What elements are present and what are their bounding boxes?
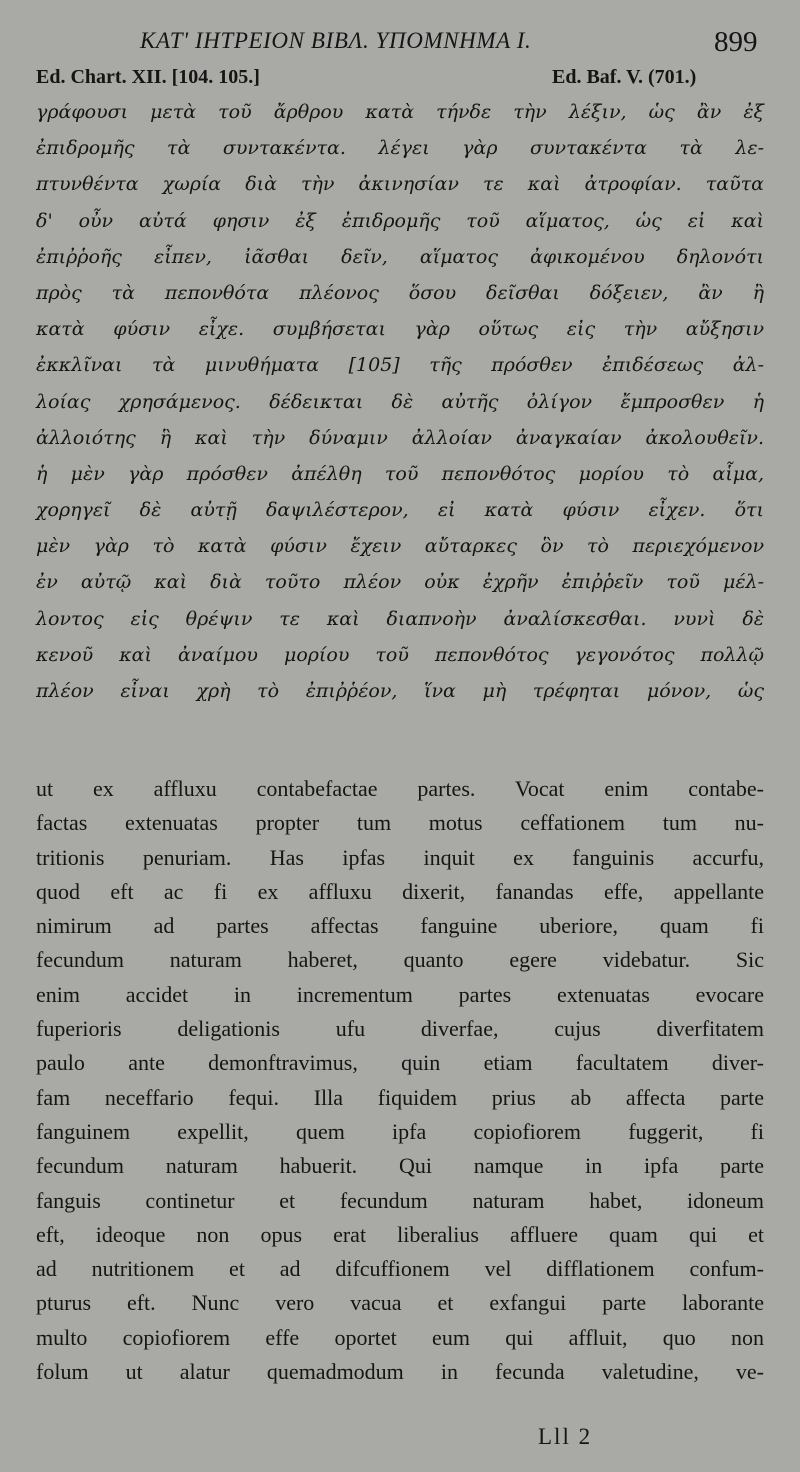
latin-text-line: eft, ideoque non opus erat liberalius affluere quam qui et: [36, 1221, 764, 1247]
latin-text-line: fam neceffario fequi. Illa fiquidem prius ab affecta parte: [36, 1084, 764, 1110]
greek-text-line: κατὰ φύσιν εἶχε. συμβήσεται γὰρ οὕτως εἰς τὴν αὔξησιν: [36, 318, 764, 341]
latin-text-line: ad nutritionem et ad difcuffionem vel difflationem confum-: [36, 1256, 764, 1282]
greek-text-line: ἡ μὲν γὰρ πρόσθεν ἀπέλθη τοῦ πεπονθότος μορίου τὸ αἷμα,: [36, 462, 764, 485]
latin-text-line: fanguis continetur et fecundum naturam habet, idoneum: [36, 1187, 764, 1213]
latin-text-line: multo copiofiorem effe oportet eum qui affluit, quo non: [36, 1324, 764, 1350]
latin-text-line: tritionis penuriam. Has ipfas inquit ex fanguinis accurfu,: [36, 844, 764, 870]
latin-text-line: fecundum naturam haberet, quanto egere videbatur. Sic: [36, 947, 764, 973]
edition-reference-right: Ed. Baf. V. (701.): [552, 66, 697, 88]
latin-text-line: pturus eft. Nunc vero vacua et exfangui parte laborante: [36, 1290, 764, 1316]
running-title: ΚΑΤ' ΙΗΤΡΕΙΟΝ ΒΙΒΛ. ΥΠΟΜΝΗΜΑ Ι.: [140, 28, 532, 53]
greek-text-line: πτυνθέντα χωρία διὰ τὴν ἀκινησίαν τε καὶ ἀτροφίαν. ταῦτα: [36, 173, 764, 196]
greek-text-line: ἀλλοιότης ἣ καὶ τὴν δύναμιν ἀλλοίαν ἀναγκαίαν ἀκολουθεῖν.: [36, 426, 764, 449]
greek-text-line: πλέον εἶναι χρὴ τὸ ἐπιῤῥέον, ἵνα μὴ τρέφηται μόνον, ὡς: [36, 680, 764, 702]
latin-text-line: ut ex affluxu contabefactae partes. Vocat enim contabe-: [36, 776, 764, 801]
latin-text-line: folum ut alatur quemadmodum in fecunda valetudine, ve-: [36, 1359, 764, 1385]
greek-text-line: κενοῦ καὶ ἀναίμου μορίου τοῦ πεπονθότος γεγονότος πολλῷ: [36, 643, 764, 666]
edition-reference-left: Ed. Chart. XII. [104. 105.]: [36, 66, 260, 88]
greek-text-line: μὲν γὰρ τὸ κατὰ φύσιν ἔχειν αὔταρκες ὃν τὸ περιεχόμενον: [36, 535, 764, 558]
latin-text-line: paulo ante demonftravimus, quin etiam facultatem diver-: [36, 1050, 764, 1076]
printer-signature: Lll 2: [538, 1424, 593, 1449]
latin-text-line: fuperioris deligationis ufu diverfae, cujus diverfitatem: [36, 1016, 764, 1042]
latin-text-line: fanguinem expellit, quem ipfa copiofiorem fuggerit, fi: [36, 1118, 764, 1144]
latin-text-line: quod eft ac fi ex affluxu dixerit, fanandas effe, appellante: [36, 878, 764, 904]
latin-text-line: fecundum naturam habuerit. Qui namque in ipfa parte: [36, 1153, 764, 1179]
greek-text-line: δ' οὖν αὐτά φησιν ἐξ ἐπιδρομῆς τοῦ αἵματος, ὡς εἰ καὶ: [36, 209, 764, 232]
greek-text-line: ἐπιῤῥοῆς εἶπεν, ἰᾶσθαι δεῖν, αἵματος ἀφικομένου δηλονότι: [36, 245, 764, 268]
page-number: 899: [714, 26, 758, 58]
greek-text-line: λοντος εἰς θρέψιν τε καὶ διαπνοὴν ἀναλίσκεσθαι. νυνὶ δὲ: [36, 607, 764, 630]
latin-text-block: [36, 772, 764, 1389]
greek-text-line: γράφουσι μετὰ τοῦ ἄρθρου κατὰ τήνδε τὴν λέξιν, ὡς ἂν ἐξ: [36, 101, 764, 123]
latin-text-line: factas extenuatas propter tum motus ceffationem tum nu-: [36, 810, 764, 836]
running-head: [0, 26, 800, 60]
greek-text-line: λοίας χρησάμενος. δέδεικται δὲ αὐτῆς ὀλίγον ἔμπροσθεν ἡ: [36, 390, 764, 413]
latin-text-line: enim accidet in incrementum partes extenuatas evocare: [36, 981, 764, 1007]
greek-text-line: πρὸς τὰ πεπονθότα πλέονος ὅσου δεῖσθαι δόξειεν, ἂν ἢ: [36, 281, 764, 304]
greek-text-line: ἐν αὐτῷ καὶ διὰ τοῦτο πλέον οὐκ ἐχρῆν ἐπιῤῥεῖν τοῦ μέλ-: [36, 571, 764, 594]
greek-text-line: χορηγεῖ δὲ αὐτῇ δαψιλέστερον, εἰ κατὰ φύσιν εἶχεν. ὅτι: [36, 499, 764, 522]
greek-text-line: ἐκκλῖναι τὰ μινυθήματα [105] τῆς πρόσθεν ἐπιδέσεως ἀλ-: [36, 354, 764, 377]
greek-text-block: [36, 94, 764, 709]
latin-text-line: nimirum ad partes affectas fanguine uberiore, quam fi: [36, 913, 764, 939]
greek-text-line: ἐπιδρομῆς τὰ συντακέντα. λέγει γὰρ συντακέντα τὰ λε-: [36, 137, 764, 160]
